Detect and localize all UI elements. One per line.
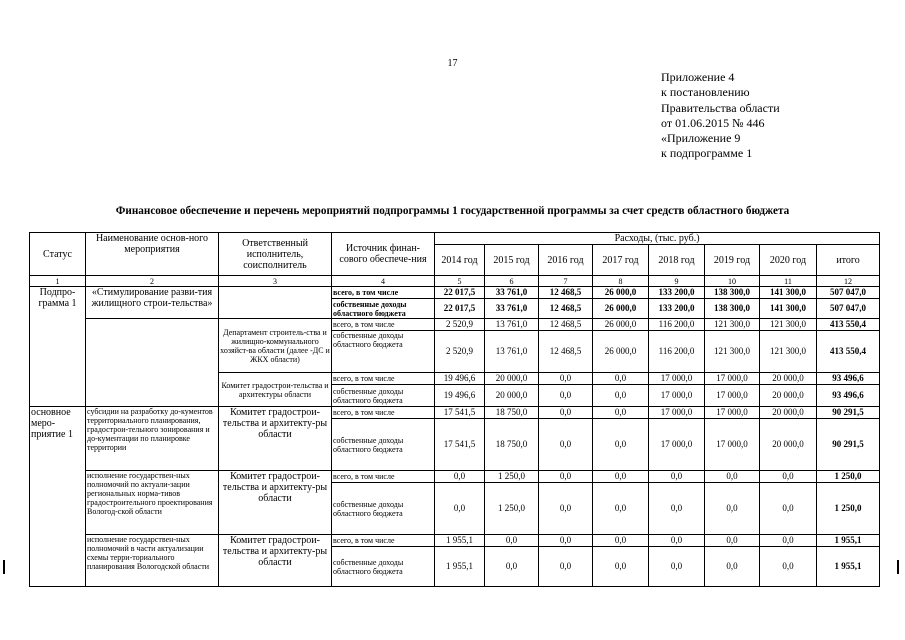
value-cell: 0,0 [760,483,817,535]
value-cell: 0,0 [593,535,649,547]
source-cell: собственные доходы областного бюджета [332,419,435,471]
header-total: итого [817,245,880,276]
value-cell: 0,0 [539,471,593,483]
value-cell: 20 000,0 [760,407,817,419]
value-cell: 17 000,0 [705,407,760,419]
activity-name: «Стимулирование разви-тия жилищного строи-тельства» [86,287,219,319]
total-cell: 1 250,0 [817,483,880,535]
value-cell: 0,0 [705,471,760,483]
appendix-line: к постановлению [661,85,750,100]
value-cell: 0,0 [705,483,760,535]
total-cell: 93 496,6 [817,385,880,407]
executor-cell: Комитет градострои-тельства и архитекту-ры области [219,535,332,587]
total-cell: 1 250,0 [817,471,880,483]
value-cell: 0,0 [435,483,485,535]
col-number: 10 [705,276,760,287]
value-cell: 0,0 [593,483,649,535]
value-cell: 17 000,0 [705,385,760,407]
total-cell: 1 955,1 [817,535,880,547]
activity-name: субсидии на разработку до-кументов территориального планирования, градострои-тельного зонирования и до-кументации по планировке территории [86,407,219,471]
table-row [30,407,880,419]
value-cell: 17 000,0 [705,373,760,385]
value-cell: 121 300,0 [760,331,817,373]
total-cell: 413 550,4 [817,319,880,331]
activity-name [86,319,219,407]
value-cell: 141 300,0 [760,287,817,299]
header-year: 2016 год [539,245,593,276]
value-cell: 12 468,5 [539,287,593,299]
executor-cell: Комитет градострои-тельства и архитектуры области [219,373,332,407]
source-cell: всего, в том числе [332,471,435,483]
value-cell: 0,0 [705,535,760,547]
value-cell: 20 000,0 [760,419,817,471]
value-cell: 0,0 [539,535,593,547]
total-cell: 507 047,0 [817,287,880,299]
status-cell: основное меро-приятие 1 [30,407,86,587]
executor-cell: Комитет градострои-тельства и архитекту-ры области [219,407,332,471]
value-cell: 0,0 [760,547,817,587]
value-cell: 17 541,5 [435,419,485,471]
header-year: 2017 год [593,245,649,276]
value-cell: 33 761,0 [485,287,539,299]
appendix-line: «Приложение 9 [661,131,741,146]
appendix-line: от 01.06.2015 № 446 [661,115,765,130]
value-cell: 18 750,0 [485,419,539,471]
value-cell: 0,0 [485,547,539,587]
value-cell: 0,0 [705,547,760,587]
value-cell: 26 000,0 [593,287,649,299]
col-number: 7 [539,276,593,287]
table-row [30,471,880,483]
value-cell: 22 017,5 [435,287,485,299]
value-cell: 26 000,0 [593,331,649,373]
value-cell: 121 300,0 [760,319,817,331]
appendix-line: к подпрограмме 1 [661,146,753,161]
header-year: 2014 год [435,245,485,276]
source-cell: всего, в том числе [332,287,435,299]
value-cell: 33 761,0 [485,299,539,319]
col-number: 6 [485,276,539,287]
value-cell: 0,0 [593,547,649,587]
source-cell: всего, в том числе [332,319,435,331]
value-cell: 0,0 [593,419,649,471]
source-cell: собственные доходы областного бюджета [332,299,435,319]
value-cell: 0,0 [649,471,705,483]
value-cell: 0,0 [760,471,817,483]
table-row [30,287,880,299]
value-cell: 20 000,0 [485,385,539,407]
value-cell: 12 468,5 [539,299,593,319]
header-source: Источник финан-сового обеспече-ния [332,233,435,276]
scan-margin-mark [3,560,5,574]
source-cell: собственные доходы областного бюджета [332,547,435,587]
value-cell: 22 017,5 [435,299,485,319]
value-cell: 138 300,0 [705,287,760,299]
value-cell: 19 496,6 [435,385,485,407]
col-number: 11 [760,276,817,287]
total-cell: 1 955,1 [817,547,880,587]
value-cell: 0,0 [649,547,705,587]
value-cell: 19 496,6 [435,373,485,385]
value-cell: 0,0 [593,471,649,483]
activity-name: исполнение государствен-ных полномочий в части актуализации схемы терри-ториального планирования Вологодской области [86,535,219,587]
col-number: 3 [219,276,332,287]
status-cell: Подпро-грамма 1 [30,287,86,407]
appendix-block [661,70,780,162]
col-number: 12 [817,276,880,287]
source-cell: собственные доходы областного бюджета [332,385,435,407]
activity-name: исполнение государствен-ных полномочий по актуали-зации региональных норма-тивов градостроительного проектирования Вологод-ской области [86,471,219,535]
value-cell: 2 520,9 [435,319,485,331]
value-cell: 17 000,0 [649,385,705,407]
header-name: Наименование основ-ного мероприятия [86,233,219,276]
page-number: 17 [447,58,458,69]
value-cell: 116 200,0 [649,331,705,373]
value-cell: 133 200,0 [649,287,705,299]
value-cell: 12 468,5 [539,331,593,373]
value-cell: 13 761,0 [485,319,539,331]
value-cell: 26 000,0 [593,319,649,331]
value-cell: 0,0 [539,385,593,407]
value-cell: 1 955,1 [435,547,485,587]
value-cell: 0,0 [539,373,593,385]
value-cell: 0,0 [760,535,817,547]
col-number: 4 [332,276,435,287]
value-cell: 0,0 [539,419,593,471]
value-cell: 20 000,0 [760,385,817,407]
appendix-line: Приложение 4 [661,70,735,84]
value-cell: 26 000,0 [593,299,649,319]
header-year: 2018 год [649,245,705,276]
source-cell: собственные доходы областного бюджета [332,483,435,535]
value-cell: 0,0 [435,471,485,483]
total-cell: 90 291,5 [817,419,880,471]
col-number: 1 [30,276,86,287]
executor-cell: Департамент строитель-ства и жилищно-коммунального хозяйст-ва области (далее -ДС и ЖКХ области) [219,319,332,373]
value-cell: 121 300,0 [705,331,760,373]
header-year: 2019 год [705,245,760,276]
value-cell: 17 000,0 [705,419,760,471]
value-cell: 1 250,0 [485,483,539,535]
value-cell: 0,0 [649,535,705,547]
source-cell: всего, в том числе [332,407,435,419]
value-cell: 0,0 [593,373,649,385]
value-cell: 1 250,0 [485,471,539,483]
header-expenses: Расходы, (тыс. руб.) [435,233,880,245]
header-executor: Ответственный исполнитель, соисполнитель [219,233,332,276]
col-number: 5 [435,276,485,287]
value-cell: 17 000,0 [649,373,705,385]
total-cell: 90 291,5 [817,407,880,419]
source-cell: всего, в том числе [332,535,435,547]
col-number: 2 [86,276,219,287]
value-cell: 13 761,0 [485,331,539,373]
value-cell: 20 000,0 [760,373,817,385]
total-cell: 413 550,4 [817,331,880,373]
source-cell: всего, в том числе [332,373,435,385]
col-number: 8 [593,276,649,287]
source-cell: собственные доходы областного бюджета [332,331,435,373]
header-year: 2020 год [760,245,817,276]
finance-table [29,232,880,587]
table-row [30,535,880,547]
value-cell: 0,0 [593,407,649,419]
value-cell: 2 520,9 [435,331,485,373]
total-cell: 93 496,6 [817,373,880,385]
appendix-line: Правительства области [661,100,780,115]
value-cell: 17 000,0 [649,419,705,471]
executor-cell: Комитет градострои-тельства и архитекту-ры области [219,471,332,535]
value-cell: 17 541,5 [435,407,485,419]
value-cell: 12 468,5 [539,319,593,331]
value-cell: 133 200,0 [649,299,705,319]
col-number: 9 [649,276,705,287]
value-cell: 141 300,0 [760,299,817,319]
value-cell: 17 000,0 [649,407,705,419]
total-cell: 507 047,0 [817,299,880,319]
value-cell: 116 200,0 [649,319,705,331]
value-cell: 20 000,0 [485,373,539,385]
value-cell: 0,0 [593,385,649,407]
document-title: Финансовое обеспечение и перечень мероприятий подпрограммы 1 государственной программы за счет средств областного бюджета [115,205,790,217]
value-cell: 0,0 [649,483,705,535]
value-cell: 121 300,0 [705,319,760,331]
value-cell: 0,0 [539,483,593,535]
header-status: Статус [30,233,86,276]
header-year: 2015 год [485,245,539,276]
value-cell: 1 955,1 [435,535,485,547]
value-cell: 0,0 [539,547,593,587]
value-cell: 0,0 [485,535,539,547]
table-row [30,319,880,331]
value-cell: 0,0 [539,407,593,419]
value-cell: 138 300,0 [705,299,760,319]
scan-margin-mark [897,560,899,574]
executor-cell [219,287,332,319]
value-cell: 18 750,0 [485,407,539,419]
